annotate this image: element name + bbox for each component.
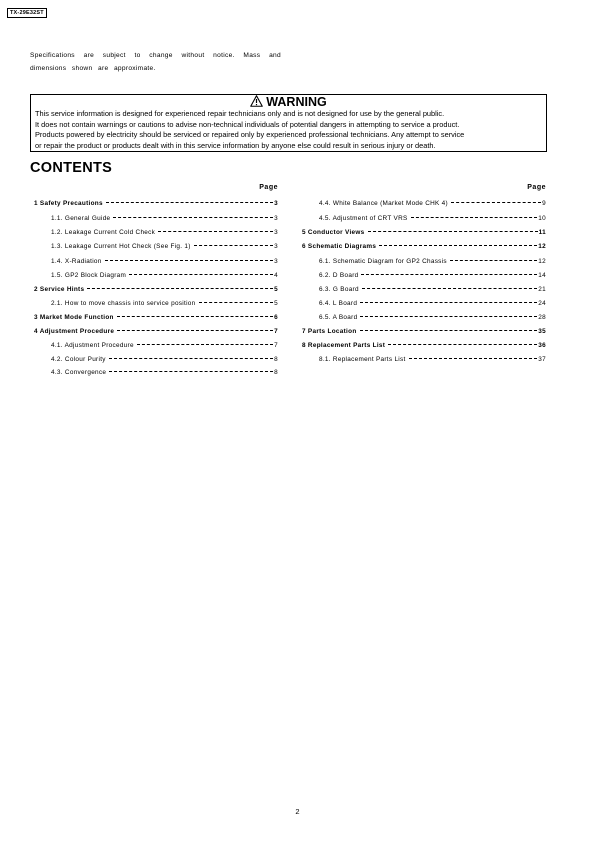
toc-page-number: 10 — [538, 215, 546, 222]
toc-entry-label: 4.5. Adjustment of CRT VRS — [319, 215, 408, 222]
toc-page-number: 3 — [274, 258, 278, 265]
contents-title: CONTENTS — [30, 160, 113, 176]
toc-leader-line — [158, 231, 273, 232]
warning-line: This service information is designed for experienced repair technicians only and is not designed for use by the general public. — [35, 109, 445, 118]
toc-leader-line — [362, 288, 537, 289]
toc-entry-label: 4.3. Convergence — [51, 369, 107, 376]
toc-leader-line — [87, 288, 273, 289]
toc-leader-line — [106, 202, 273, 203]
toc-leader-line — [109, 371, 273, 372]
page-column-header: Page — [527, 184, 546, 191]
toc-entry-label: 1.3. Leakage Current Hot Check (See Fig. 1) — [51, 243, 191, 250]
toc-entry-label: 1 Safety Precautions — [34, 200, 103, 207]
warning-triangle-icon — [250, 95, 263, 107]
page-number: 2 — [295, 807, 300, 816]
warning-title — [31, 95, 546, 110]
toc-subsection-entry[interactable] — [51, 300, 278, 307]
toc-leader-line — [137, 344, 273, 345]
toc-page-number: 5 — [274, 300, 278, 307]
toc-page-number: 4 — [274, 272, 278, 279]
toc-subsection-entry[interactable] — [319, 300, 546, 307]
toc-leader-line — [450, 260, 537, 261]
toc-page-number: 7 — [274, 342, 278, 349]
toc-entry-label: 1.5. GP2 Block Diagram — [51, 272, 127, 279]
toc-page-number: 28 — [538, 314, 546, 321]
toc-page-number: 35 — [538, 328, 546, 335]
toc-subsection-entry[interactable] — [319, 272, 546, 279]
toc-entry-label: 6.2. D Board — [319, 272, 359, 279]
toc-leader-line — [109, 358, 273, 359]
toc-subsection-entry[interactable] — [319, 286, 546, 293]
warning-title-text: WARNING — [266, 95, 327, 109]
toc-leader-line — [411, 217, 538, 218]
toc-page-number: 6 — [274, 314, 278, 321]
toc-subsection-entry[interactable] — [51, 369, 278, 376]
toc-page-number: 5 — [274, 286, 278, 293]
toc-page-number: 21 — [538, 286, 546, 293]
toc-page-number: 36 — [538, 342, 546, 349]
toc-entry-label: 6.1. Schematic Diagram for GP2 Chassis — [319, 258, 447, 265]
warning-box — [30, 94, 547, 152]
toc-leader-line — [113, 217, 273, 218]
toc-subsection-entry[interactable] — [319, 258, 546, 265]
toc-page-number: 3 — [274, 215, 278, 222]
toc-entry-label: 7 Parts Location — [302, 328, 357, 335]
toc-entry-label: 3 Market Mode Function — [34, 314, 114, 321]
toc-section-entry[interactable] — [302, 328, 546, 335]
toc-subsection-entry[interactable] — [51, 272, 278, 279]
toc-subsection-entry[interactable] — [51, 243, 278, 250]
toc-section-entry[interactable] — [34, 314, 278, 321]
toc-page-number: 3 — [274, 229, 278, 236]
page-column-header: Page — [259, 184, 278, 191]
toc-entry-label: 2.1. How to move chassis into service position — [51, 300, 196, 307]
toc-entry-label: 2 Service Hints — [34, 286, 85, 293]
toc-leader-line — [361, 274, 537, 275]
toc-page-number: 8 — [274, 369, 278, 376]
toc-entry-label: 6.3. G Board — [319, 286, 359, 293]
toc-entry-label: 1.1. General Guide — [51, 215, 111, 222]
warning-line: Products powered by electricity should be serviced or repaired only by experienced professional technicians. Any attempt to service — [35, 130, 465, 140]
toc-page-number: 12 — [538, 258, 546, 265]
toc-section-entry[interactable] — [34, 200, 278, 207]
toc-page-number: 8 — [274, 356, 278, 363]
toc-entry-label: 4.4. White Balance (Market Mode CHK 4) — [319, 200, 448, 207]
toc-leader-line — [409, 358, 538, 359]
toc-page-number: 24 — [538, 300, 546, 307]
toc-subsection-entry[interactable] — [51, 356, 278, 363]
warning-line: or repair the product or products dealt with in this service information by anyone else could result in serious injury or death. — [35, 140, 436, 150]
toc-leader-line — [105, 260, 274, 261]
toc-subsection-entry[interactable] — [51, 215, 278, 222]
toc-leader-line — [117, 316, 273, 317]
toc-entry-label: 6 Schematic Diagrams — [302, 243, 377, 250]
toc-subsection-entry[interactable] — [51, 229, 278, 236]
toc-section-entry[interactable] — [302, 243, 546, 250]
toc-subsection-entry[interactable] — [319, 200, 546, 207]
toc-leader-line — [360, 316, 537, 317]
model-tag: TX-29E32ST — [7, 8, 47, 18]
toc-leader-line — [194, 245, 273, 246]
toc-entry-label: 6.4. L Board — [319, 300, 358, 307]
toc-entry-label: 5 Conductor Views — [302, 229, 365, 236]
toc-leader-line — [129, 274, 273, 275]
toc-page-number: 37 — [538, 356, 546, 363]
toc-leader-line — [379, 245, 537, 246]
warning-line: It does not contain warnings or cautions to advise non-technical individuals of potential dangers in attempting to service a product. — [35, 119, 460, 129]
toc-section-entry[interactable] — [302, 229, 546, 236]
toc-page-number: 14 — [538, 272, 546, 279]
warning-text — [35, 109, 542, 151]
toc-leader-line — [368, 231, 538, 232]
toc-section-entry[interactable] — [302, 342, 546, 349]
toc-subsection-entry[interactable] — [51, 258, 278, 265]
toc-entry-label: 8 Replacement Parts List — [302, 342, 386, 349]
toc-page-number: 9 — [542, 200, 546, 207]
toc-subsection-entry[interactable] — [319, 314, 546, 321]
toc-page-number: 11 — [538, 229, 546, 236]
toc-entry-label: 1.2. Leakage Current Cold Check — [51, 229, 156, 236]
toc-entry-label: 4.1. Adjustment Procedure — [51, 342, 134, 349]
toc-page-number: 3 — [274, 200, 278, 207]
toc-leader-line — [360, 302, 537, 303]
toc-leader-line — [199, 302, 274, 303]
toc-entry-label: 1.4. X-Radiation — [51, 258, 102, 265]
toc-leader-line — [360, 330, 538, 331]
toc-section-entry[interactable] — [34, 286, 278, 293]
toc-entry-label: 8.1. Replacement Parts List — [319, 356, 406, 363]
toc-subsection-entry[interactable] — [51, 342, 278, 349]
toc-subsection-entry[interactable] — [319, 356, 546, 363]
toc-page-number: 12 — [538, 243, 546, 250]
toc-subsection-entry[interactable] — [319, 215, 546, 222]
toc-section-entry[interactable] — [34, 328, 278, 335]
toc-page-number: 7 — [274, 328, 278, 335]
toc-leader-line — [451, 202, 541, 203]
toc-page-number: 3 — [274, 243, 278, 250]
toc-entry-label: 6.5. A Board — [319, 314, 358, 321]
toc-entry-label: 4.2. Colour Purity — [51, 356, 106, 363]
toc-leader-line — [117, 330, 273, 331]
toc-entry-label: 4 Adjustment Procedure — [34, 328, 115, 335]
specification-note: Specifications are subject to change without notice. Mass and dimensions shown are approximate. — [30, 52, 281, 72]
toc-leader-line — [388, 344, 537, 345]
